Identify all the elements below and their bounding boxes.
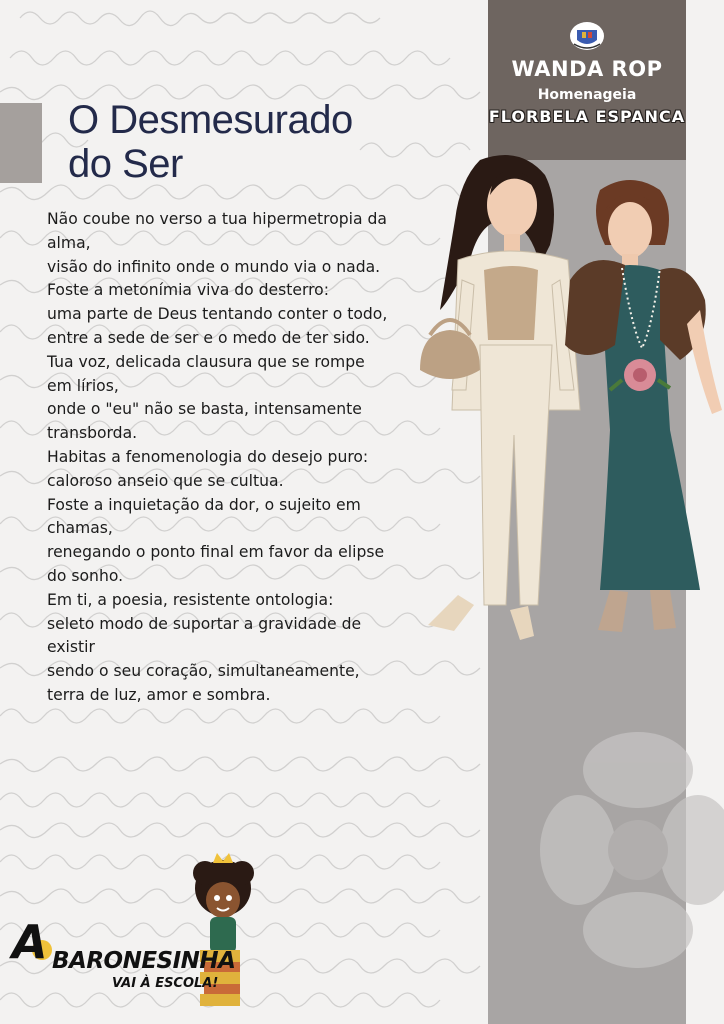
poem-title <box>68 98 448 186</box>
title-marker <box>0 103 42 183</box>
poem-line: transborda. <box>47 424 138 443</box>
poem-line: Em ti, a poesia, resistente ontologia: <box>47 590 334 609</box>
flower-watermark <box>488 700 724 1024</box>
poem-line: existir <box>47 638 95 657</box>
poem-line: uma parte de Deus tentando conter o todo, <box>47 305 388 324</box>
two-women-illustration <box>400 150 724 680</box>
mascot-subtitle: VAI À ESCOLA! <box>112 976 219 991</box>
poem-title-line1: O Desmesurado <box>68 98 353 142</box>
poem-line: sendo o seu coração, simultaneamente, <box>47 662 360 681</box>
poem-line: onde o "eu" não se basta, intensamente <box>47 400 362 419</box>
poem-line: em lírios, <box>47 376 119 395</box>
woman-cream-outfit <box>420 155 580 640</box>
mascot-title: BARONESINHA <box>52 948 236 974</box>
poem-line: Foste a inquietação da dor, o sujeito em <box>47 495 361 514</box>
poem-line: caloroso anseio que se cultua. <box>47 471 284 490</box>
crest-logo-icon <box>568 20 606 52</box>
poem-line: alma, <box>47 233 91 252</box>
brand-subtitle: Homenageia <box>537 87 637 103</box>
baronesinha-mascot <box>10 845 270 1020</box>
brand-honoree: FLORBELA ESPANCA <box>488 107 686 126</box>
poem-line: Não coube no verso a tua hipermetropia da <box>47 210 387 228</box>
poem-line: Foste a metonímia viva do desterro: <box>47 281 329 300</box>
poem-line: terra de luz, amor e sombra. <box>47 685 271 704</box>
poem-body <box>47 208 437 708</box>
poem-line: Tua voz, delicada clausura que se rompe <box>47 352 365 371</box>
poem-line: seleto modo de suportar a gravidade de <box>47 614 362 633</box>
poem-line: renegando o ponto final em favor da elipse <box>47 543 385 562</box>
poem-line: Habitas a fenomenologia do desejo puro: <box>47 447 369 466</box>
brand-name: WANDA ROP <box>511 57 663 81</box>
poem-title-line2: do Ser <box>68 142 183 186</box>
poem-line: entre a sede de ser e o medo de ter sido. <box>47 328 370 347</box>
woman-teal-dress <box>565 180 722 632</box>
poem-line: do sonho. <box>47 566 124 585</box>
mascot-letter: A <box>12 915 48 969</box>
poem-line: chamas, <box>47 519 113 538</box>
poem-line: visão do infinito onde o mundo via o nada. <box>47 257 381 276</box>
